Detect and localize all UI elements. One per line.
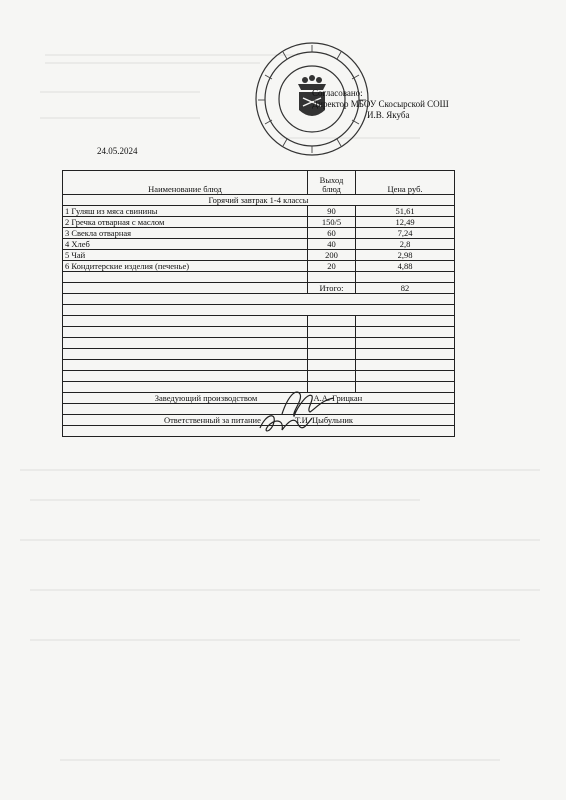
approval-name: И.В. Якуба xyxy=(367,110,410,120)
menu-table xyxy=(62,170,455,437)
signature-line xyxy=(63,393,455,404)
total-row xyxy=(63,283,455,294)
signature-person: А.А. Грицкан xyxy=(313,393,363,403)
dish-name: 2 Гречка отварная с маслом xyxy=(63,217,308,228)
handwritten-signature xyxy=(254,408,314,442)
dish-name: 4 Хлеб xyxy=(63,239,308,250)
approval-block xyxy=(312,88,449,121)
empty-row xyxy=(63,305,455,316)
dish-price: 12,49 xyxy=(356,217,455,228)
header-price: Цена руб. xyxy=(356,171,455,195)
total-blank xyxy=(63,283,308,294)
dish-name: 5 Чай xyxy=(63,250,308,261)
table-row xyxy=(63,239,455,250)
approval-position: Директор МБОУ Скосырской СОШ xyxy=(312,99,449,109)
section-title: Горячий завтрак 1-4 классы xyxy=(63,195,455,206)
dish-name: 1 Гуляш из мяса свинины xyxy=(63,206,308,217)
dish-output: 40 xyxy=(308,239,356,250)
total-value: 82 xyxy=(356,283,455,294)
document-date: 24.05.2024 xyxy=(97,146,138,156)
empty-row xyxy=(63,360,455,371)
total-label: Итого: xyxy=(308,283,356,294)
signature-role: Заведующий производством xyxy=(154,393,258,403)
empty-row xyxy=(63,382,455,393)
section-row xyxy=(63,195,455,206)
dish-price: 4,88 xyxy=(356,261,455,272)
dish-name: 6 Кондитерские изделия (печенье) xyxy=(63,261,308,272)
dish-price: 7,24 xyxy=(356,228,455,239)
approval-label: Согласовано: xyxy=(312,88,363,98)
signature-row xyxy=(63,393,455,404)
table-row xyxy=(63,261,455,272)
header-output: Выход блюд xyxy=(308,171,356,195)
empty-row xyxy=(63,294,455,305)
signature-role: Ответственный за питание xyxy=(163,415,261,425)
dish-price: 51,61 xyxy=(356,206,455,217)
table-row xyxy=(63,217,455,228)
empty-row xyxy=(63,316,455,327)
empty-row xyxy=(63,327,455,338)
empty-row xyxy=(63,272,455,283)
signature-person: Т.И. Цыбульник xyxy=(295,415,354,425)
table-row xyxy=(63,228,455,239)
empty-row xyxy=(63,371,455,382)
dish-output: 150/5 xyxy=(308,217,356,228)
dish-price: 2,98 xyxy=(356,250,455,261)
dish-output: 90 xyxy=(308,206,356,217)
empty-row xyxy=(63,338,455,349)
dish-name: 3 Свекла отварная xyxy=(63,228,308,239)
dish-output: 20 xyxy=(308,261,356,272)
header-dish-name: Наименование блюд xyxy=(63,171,308,195)
dish-output: 60 xyxy=(308,228,356,239)
dish-output: 200 xyxy=(308,250,356,261)
empty-row xyxy=(63,349,455,360)
table-row xyxy=(63,206,455,217)
table-row xyxy=(63,250,455,261)
dish-price: 2,8 xyxy=(356,239,455,250)
table-header-row xyxy=(63,171,455,195)
